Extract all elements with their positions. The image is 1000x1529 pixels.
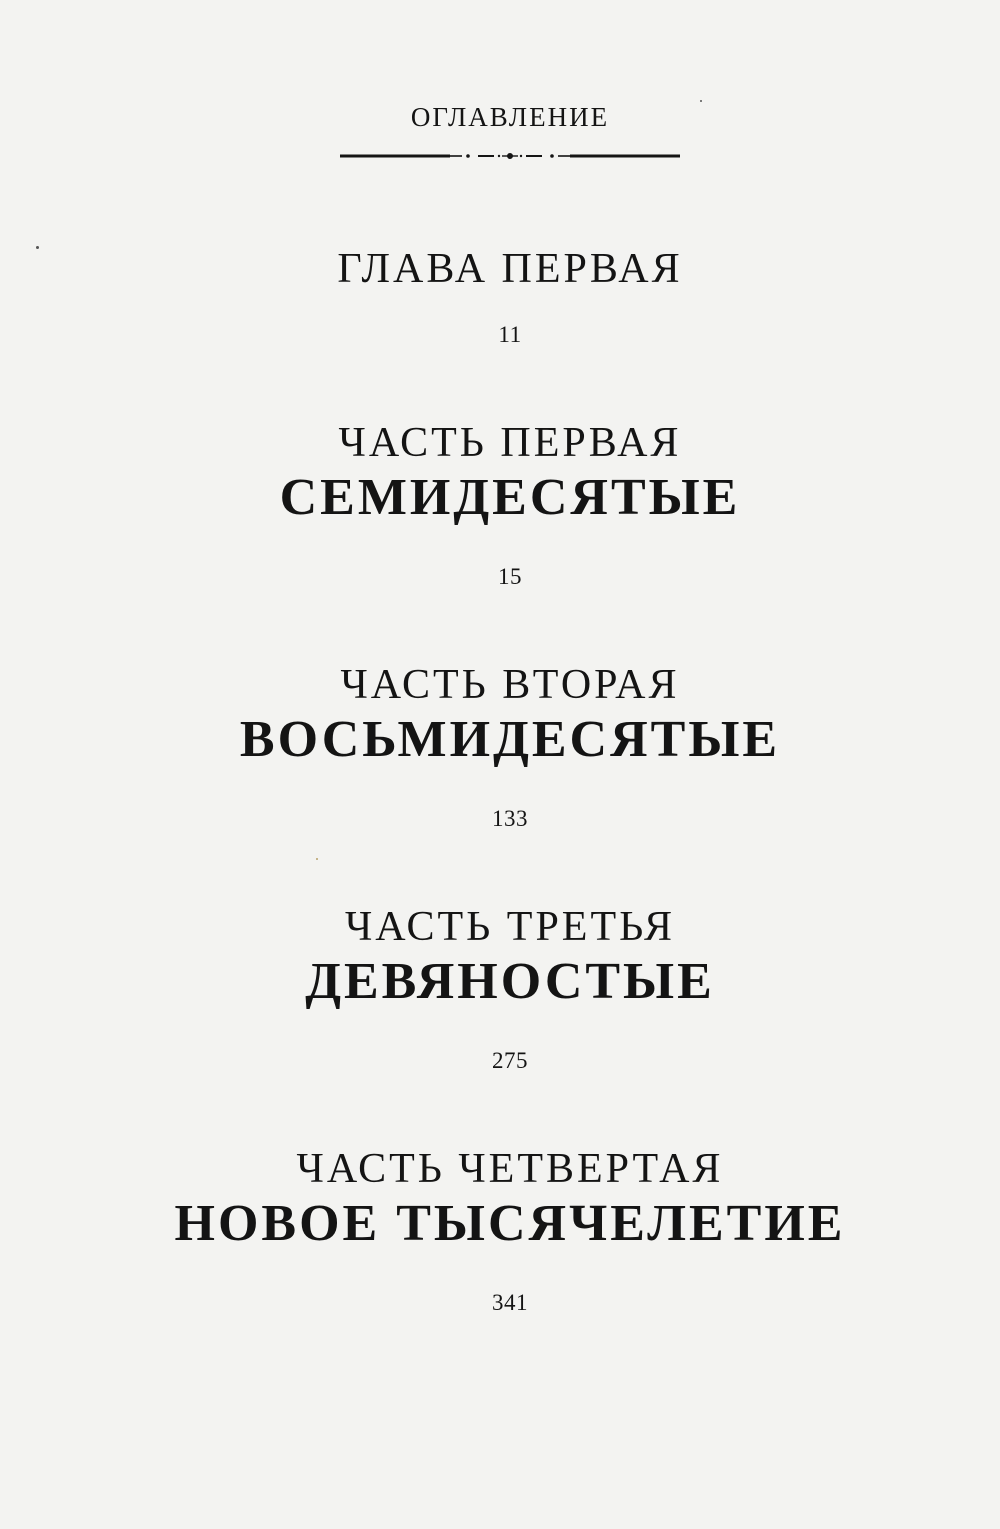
toc-entry-part-four-label: ЧАСТЬ ЧЕТВЕРТАЯ <box>296 1146 724 1192</box>
toc-entry-part-four-page: 341 <box>492 1290 528 1315</box>
paper-speck <box>700 100 702 102</box>
toc-entry-part-three-label: ЧАСТЬ ТРЕТЬЯ <box>344 904 676 950</box>
toc-entry-part-four-title: НОВОЕ ТЫСЯЧЕЛЕТИЕ <box>174 1195 846 1252</box>
toc-entry-part-one-page: 15 <box>498 564 522 589</box>
toc-entry-part-three-page: 275 <box>492 1048 528 1073</box>
toc-entry-part-two-page: 133 <box>492 806 528 831</box>
toc-entry-part-one-title: СЕМИДЕСЯТЫЕ <box>279 469 741 526</box>
toc-entry-part-two-title: ВОСЬМИДЕСЯТЫЕ <box>239 711 781 768</box>
toc-entry-chapter-one-page: 11 <box>498 322 522 347</box>
toc-entry-chapter-one-label: ГЛАВА ПЕРВАЯ <box>337 246 683 292</box>
toc-entry-part-three-title: ДЕВЯНОСТЫЕ <box>305 953 715 1010</box>
toc-entry-part-two-label: ЧАСТЬ ВТОРАЯ <box>340 662 680 708</box>
ornament-divider-icon <box>340 146 680 166</box>
toc-heading: ОГЛАВЛЕНИЕ <box>410 102 610 132</box>
paper-speck <box>316 858 318 860</box>
paper-speck <box>36 246 39 249</box>
toc-entry-part-one-label: ЧАСТЬ ПЕРВАЯ <box>338 420 682 466</box>
